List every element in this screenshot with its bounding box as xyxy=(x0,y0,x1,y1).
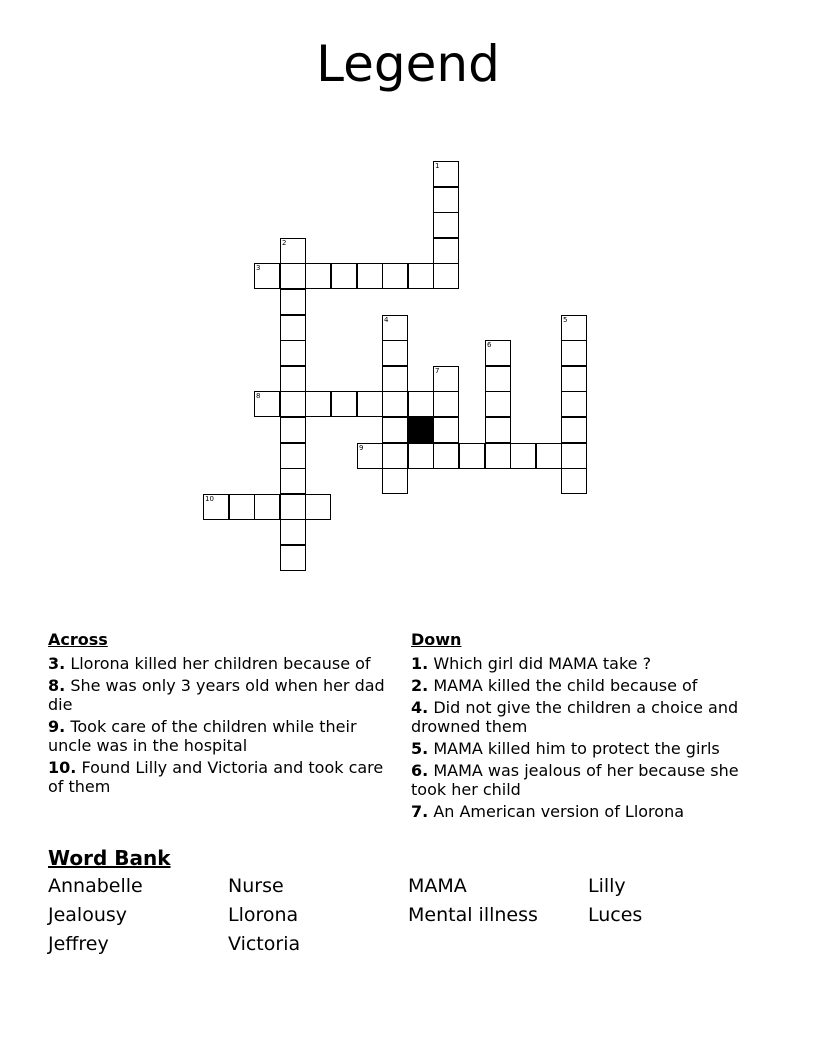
clue-number: 1. xyxy=(411,654,429,673)
crossword-clue-number: 3 xyxy=(256,264,261,272)
crossword-cell[interactable] xyxy=(561,366,587,392)
crossword-cell[interactable] xyxy=(485,391,511,417)
crossword-cell[interactable] xyxy=(305,494,331,520)
crossword-cell[interactable] xyxy=(561,315,587,341)
word-bank-item: Nurse xyxy=(228,875,284,897)
crossword-cell[interactable] xyxy=(280,468,306,494)
crossword-cell[interactable] xyxy=(357,391,383,417)
crossword-cell[interactable] xyxy=(408,263,434,289)
crossword-cell[interactable] xyxy=(433,366,459,392)
crossword-cell[interactable] xyxy=(561,391,587,417)
crossword-cell[interactable] xyxy=(382,391,408,417)
crossword-cell[interactable] xyxy=(254,263,280,289)
crossword-cell[interactable] xyxy=(280,315,306,341)
clue-number: 4. xyxy=(411,698,429,717)
crossword-cell[interactable] xyxy=(382,468,408,494)
word-bank-item: Annabelle xyxy=(48,875,143,897)
clue-down-7 xyxy=(411,802,761,821)
crossword-cell[interactable] xyxy=(561,340,587,366)
down-clues xyxy=(411,630,761,824)
crossword-cell[interactable] xyxy=(382,315,408,341)
crossword-cell[interactable] xyxy=(485,417,511,443)
clue-text: MAMA killed him to protect the girls xyxy=(433,739,720,758)
crossword-black-cell xyxy=(408,417,434,443)
crossword-clue-number: 1 xyxy=(435,162,440,170)
crossword-cell[interactable] xyxy=(254,494,280,520)
clue-number: 5. xyxy=(411,739,429,758)
crossword-cell[interactable] xyxy=(433,263,459,289)
down-heading: Down xyxy=(411,630,462,649)
clue-number: 3. xyxy=(48,654,66,673)
crossword-cell[interactable] xyxy=(382,443,408,469)
word-bank-item: Llorona xyxy=(228,904,299,926)
across-clues xyxy=(48,630,393,799)
crossword-cell[interactable] xyxy=(485,366,511,392)
word-bank-item: MAMA xyxy=(408,875,467,897)
crossword-cell[interactable] xyxy=(280,417,306,443)
clue-text: She was only 3 years old when her dad die xyxy=(48,676,385,714)
clue-text: Llorona killed her children because of xyxy=(70,654,371,673)
clue-across-3 xyxy=(48,654,393,673)
clue-number: 7. xyxy=(411,802,429,821)
word-bank-item: Lilly xyxy=(588,875,626,897)
crossword-cell[interactable] xyxy=(485,340,511,366)
crossword-cell[interactable] xyxy=(280,443,306,469)
clue-across-8 xyxy=(48,676,393,714)
crossword-cell[interactable] xyxy=(408,443,434,469)
crossword-cell[interactable] xyxy=(536,443,562,469)
crossword-cell[interactable] xyxy=(433,187,459,213)
clue-number: 10. xyxy=(48,758,77,777)
crossword-cell[interactable] xyxy=(280,391,306,417)
word-bank-heading: Word Bank xyxy=(48,846,171,870)
crossword-clue-number: 2 xyxy=(282,239,287,247)
crossword-cell[interactable] xyxy=(280,519,306,545)
word-bank-item: Jealousy xyxy=(48,904,128,926)
word-bank-item: Mental illness xyxy=(408,904,538,926)
clue-number: 9. xyxy=(48,717,66,736)
crossword-clue-number: 6 xyxy=(487,341,492,349)
across-heading: Across xyxy=(48,630,108,649)
word-bank-item: Victoria xyxy=(228,933,301,955)
crossword-clue-number: 5 xyxy=(563,316,568,324)
crossword-cell[interactable] xyxy=(382,263,408,289)
crossword-clue-number: 7 xyxy=(435,367,440,375)
clue-text: Which girl did MAMA take ? xyxy=(433,654,652,673)
crossword-cell[interactable] xyxy=(561,468,587,494)
crossword-clue-number: 4 xyxy=(384,316,389,324)
word-bank-list xyxy=(48,873,768,958)
crossword-cell[interactable] xyxy=(280,289,306,315)
crossword-cell[interactable] xyxy=(459,443,485,469)
crossword-cell[interactable] xyxy=(382,366,408,392)
crossword-cell[interactable] xyxy=(305,263,331,289)
clue-across-10 xyxy=(48,758,393,796)
crossword-cell[interactable] xyxy=(280,340,306,366)
crossword-cell[interactable] xyxy=(280,366,306,392)
clue-text: MAMA killed the child because of xyxy=(433,676,698,695)
clue-down-2 xyxy=(411,676,761,695)
crossword-cell[interactable] xyxy=(433,443,459,469)
clue-down-5 xyxy=(411,739,761,758)
crossword-cell[interactable] xyxy=(433,417,459,443)
clue-down-1 xyxy=(411,654,761,673)
page-title: Legend xyxy=(316,35,500,93)
crossword-clue-number: 9 xyxy=(359,444,364,452)
crossword-cell[interactable] xyxy=(433,212,459,238)
crossword-cell[interactable] xyxy=(331,391,357,417)
clue-text: MAMA was jealous of her because she took her child xyxy=(411,761,739,799)
word-bank-item: Jeffrey xyxy=(48,933,109,955)
crossword-cell[interactable] xyxy=(382,340,408,366)
crossword-cell[interactable] xyxy=(280,494,306,520)
crossword-cell[interactable] xyxy=(485,443,511,469)
clue-text: An American version of Llorona xyxy=(433,802,685,821)
clue-text: Did not give the children a choice and drowned them xyxy=(411,698,739,736)
crossword-cell[interactable] xyxy=(510,443,536,469)
crossword-cell[interactable] xyxy=(357,443,383,469)
crossword-cell[interactable] xyxy=(382,417,408,443)
crossword-cell[interactable] xyxy=(357,263,383,289)
crossword-clue-number: 10 xyxy=(205,495,214,503)
crossword-cell[interactable] xyxy=(280,238,306,264)
crossword-cell[interactable] xyxy=(229,494,255,520)
crossword-cell[interactable] xyxy=(433,161,459,187)
crossword-cell[interactable] xyxy=(408,391,434,417)
crossword-cell[interactable] xyxy=(254,391,280,417)
clue-text: Took care of the children while their uncle was in the hospital xyxy=(48,717,357,755)
crossword-cell[interactable] xyxy=(433,391,459,417)
crossword-clue-number: 8 xyxy=(256,392,261,400)
clue-number: 8. xyxy=(48,676,66,695)
crossword-cell[interactable] xyxy=(203,494,229,520)
clue-number: 6. xyxy=(411,761,429,780)
crossword-cell[interactable] xyxy=(561,417,587,443)
crossword-cell[interactable] xyxy=(331,263,357,289)
crossword-cell[interactable] xyxy=(433,238,459,264)
clue-down-6 xyxy=(411,761,761,799)
clue-text: Found Lilly and Victoria and took care of them xyxy=(48,758,384,796)
word-bank xyxy=(48,845,768,958)
crossword-cell[interactable] xyxy=(561,443,587,469)
word-bank-item: Luces xyxy=(588,904,643,926)
clue-number: 2. xyxy=(411,676,429,695)
clue-down-4 xyxy=(411,698,761,736)
crossword-cell[interactable] xyxy=(280,263,306,289)
crossword-cell[interactable] xyxy=(280,545,306,571)
clue-across-9 xyxy=(48,717,393,755)
crossword-cell[interactable] xyxy=(305,391,331,417)
